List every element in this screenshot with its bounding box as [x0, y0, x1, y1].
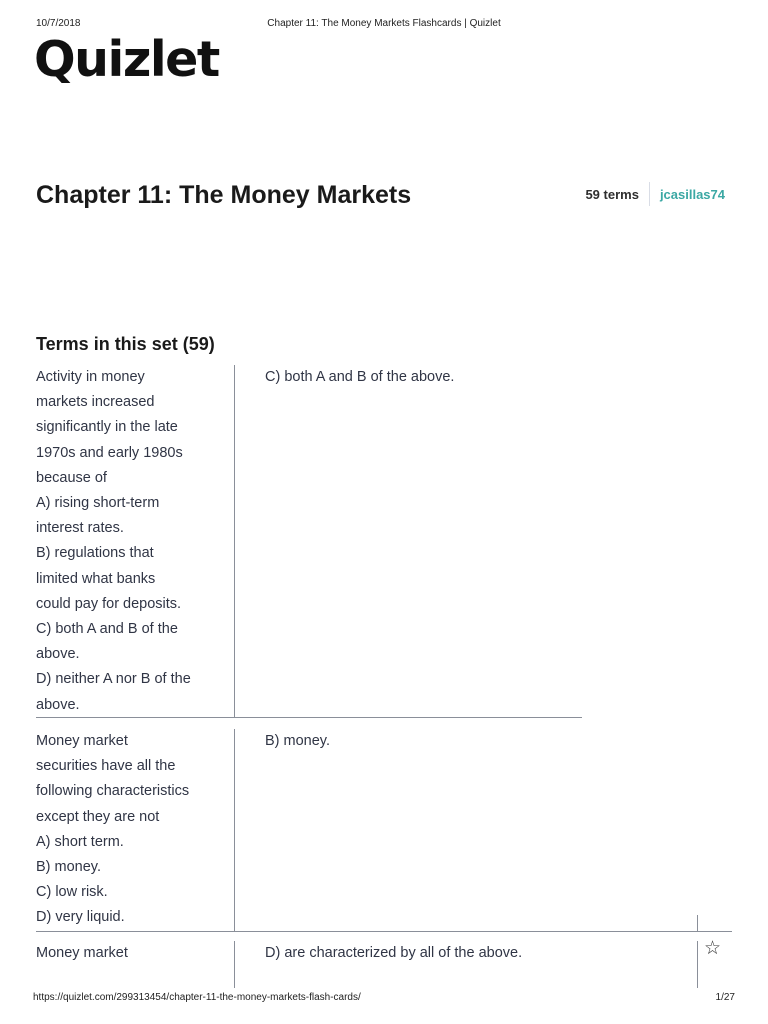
definition-text: C) both A and B of the above. — [265, 369, 455, 385]
term-line: Money market — [36, 945, 128, 961]
term-line: D) neither A nor B of the — [36, 671, 191, 688]
definition-text: D) are characterized by all of the above. — [265, 945, 523, 961]
term-line: interest rates. — [36, 520, 124, 537]
term-line: except they are not — [36, 808, 160, 825]
term-count: 59 terms — [585, 186, 639, 202]
quizlet-logo[interactable]: Quizlet — [34, 31, 219, 88]
author-link[interactable]: jcasillas74 — [659, 186, 725, 202]
page-number: 1/27 — [715, 992, 735, 1003]
term-line: securities have all the — [36, 758, 176, 775]
term-line: could pay for deposits. — [36, 595, 182, 612]
action-column-divider — [697, 915, 698, 931]
print-date: 10/7/2018 — [36, 18, 81, 29]
card-column-divider — [234, 729, 235, 931]
term-line: A) short term. — [36, 833, 124, 850]
term-line: C) both A and B of the — [36, 621, 178, 638]
set-title: Chapter 11: The Money Markets — [36, 181, 412, 209]
term-line: significantly in the late — [36, 419, 178, 436]
term-line: D) very liquid. — [36, 909, 125, 926]
card-column-divider — [234, 365, 235, 718]
star-icon[interactable]: ☆ — [704, 937, 722, 959]
term-line: 1970s and early 1980s — [36, 444, 183, 461]
term-text — [36, 365, 226, 718]
term-line: following characteristics — [36, 783, 190, 800]
term-text — [36, 729, 226, 931]
card-separator — [36, 931, 732, 932]
term-line: A) rising short-term — [36, 495, 160, 512]
action-column-divider — [697, 941, 698, 988]
card-separator — [36, 717, 582, 718]
print-footer — [33, 992, 735, 1006]
term-line: above. — [36, 646, 80, 663]
definition-text: B) money. — [265, 733, 331, 749]
term-text — [36, 941, 226, 966]
term-line: B) regulations that — [36, 545, 154, 562]
term-line: because of — [36, 469, 107, 486]
set-meta — [585, 182, 725, 206]
print-document-title: Chapter 11: The Money Markets Flashcards | Quizlet — [267, 18, 501, 29]
term-line: C) low risk. — [36, 884, 108, 901]
page-url: https://quizlet.com/299313454/chapter-11-the-money-markets-flash-cards/ — [33, 992, 361, 1003]
term-line: B) money. — [36, 859, 102, 876]
term-line: Activity in money — [36, 369, 145, 385]
terms-section-title: Terms in this set (59) — [36, 334, 215, 354]
term-line: above. — [36, 696, 80, 713]
term-line: Money market — [36, 733, 128, 749]
card-column-divider — [234, 941, 235, 988]
term-line: markets increased — [36, 394, 155, 411]
term-line: limited what banks — [36, 570, 156, 587]
